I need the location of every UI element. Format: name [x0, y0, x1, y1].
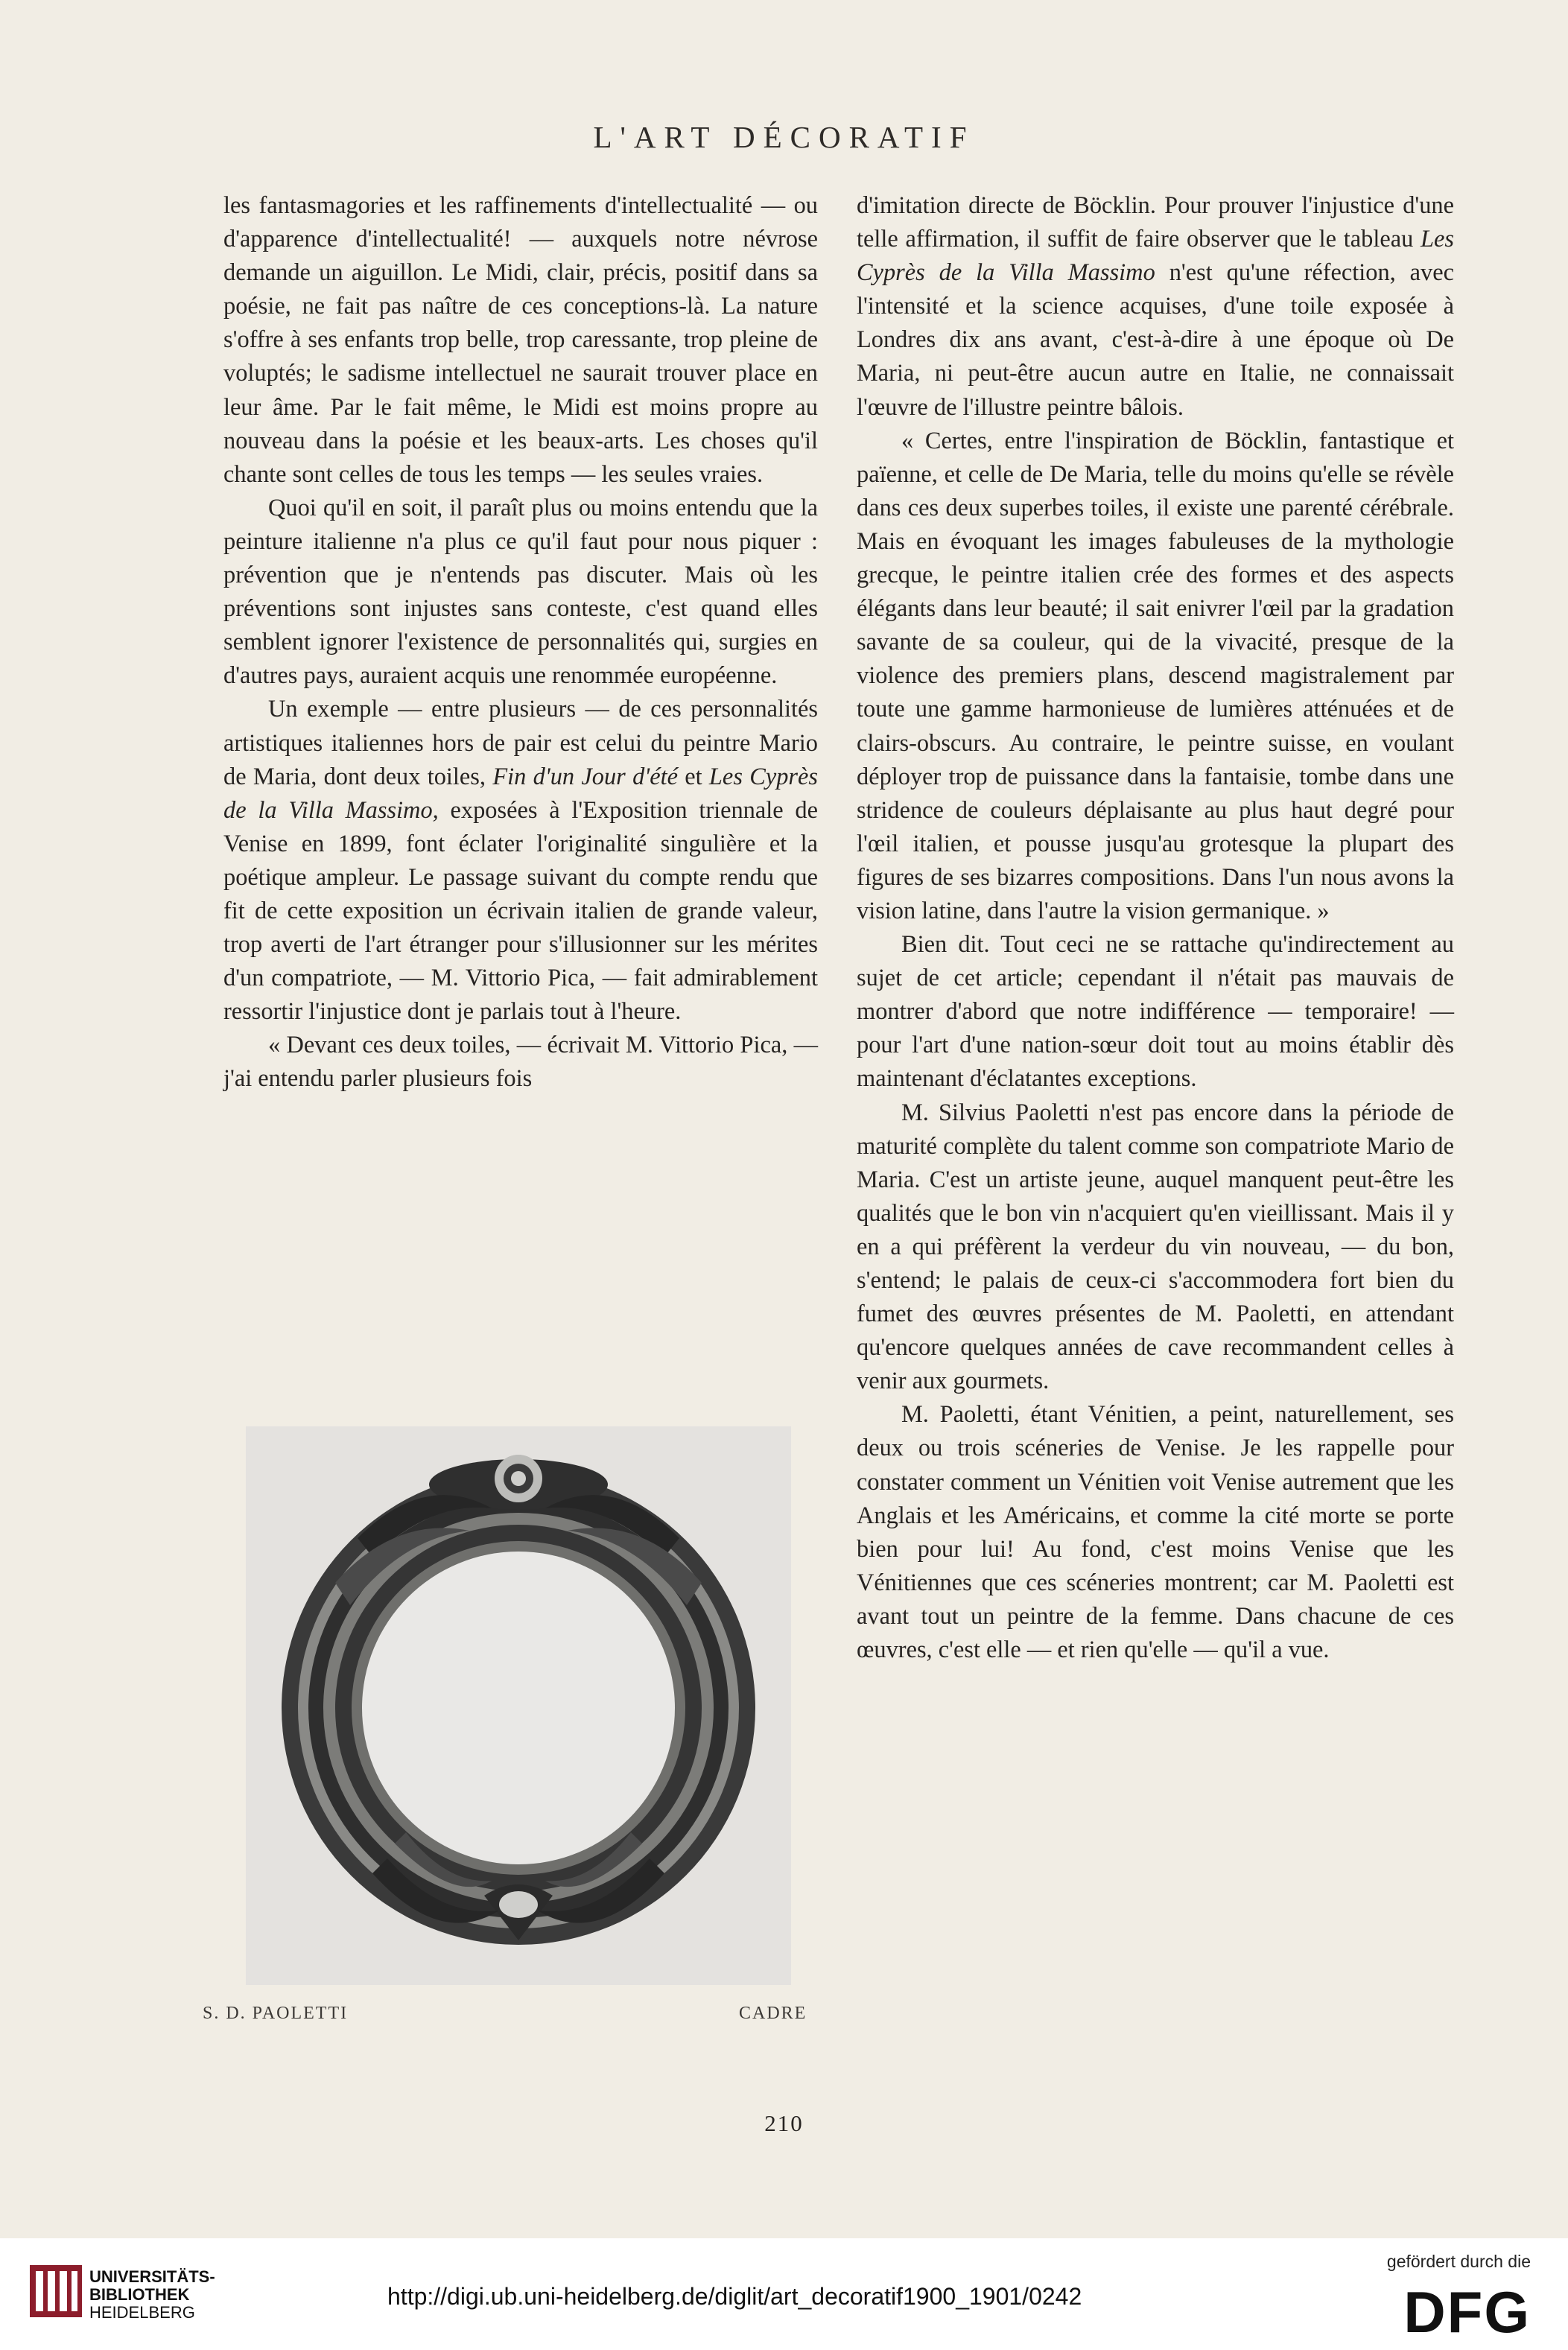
- library-name-line: BIBLIOTHEK: [89, 2285, 190, 2304]
- left-text-column: [223, 189, 818, 1096]
- page-number: 210: [764, 2110, 804, 2136]
- paragraph: « Devant ces deux toiles, — écrivait M. Vittorio Pica, — j'ai entendu parler plusieurs fois: [223, 1032, 818, 1093]
- paragraph: [857, 189, 1454, 425]
- figure-caption-title: CADRE: [739, 2004, 807, 2023]
- right-text-column: [857, 189, 1454, 1667]
- decorative-frame-image: [246, 1426, 791, 1985]
- paragraph: Quoi qu'il en soit, il paraît plus ou moins entendu que la peinture italienne n'a plus ce qu'il faut pour nous piquer : prévention que je n'entends pas discuter. Mais où les préventions sont injustes sans conteste, c'est quand elles semblent ignorer l'existence de personnalités qui, surgies en d'autres pays, auraient acquis une renommée européenne.: [223, 494, 818, 690]
- text-span: et: [677, 763, 709, 790]
- permalink-url[interactable]: http://digi.ub.uni-heidelberg.de/diglit/art_decoratif1900_1901/0242: [387, 2283, 1082, 2310]
- library-name-line: UNIVERSITÄTS-: [89, 2267, 215, 2286]
- artwork-title: Les Cyprès de la Villa Massimo,: [223, 763, 818, 824]
- text-span: n'est qu'une réfection, avec l'intensité et la science acquises, d'une toile exposée à Londres dix ans avant, c'est-à-dire à une époque où De Maria, ni peut-être aucun autre en Italie, ne connaissait l'œuvre de l'illustre peintre bâlois.: [857, 259, 1454, 421]
- frame-illustration: [246, 1426, 791, 1985]
- text-span: d'imitation directe de Böcklin. Pour prouver l'injustice d'une telle affirmation, il suffit de faire observer que le tableau: [857, 192, 1454, 253]
- digitization-footer: [0, 2238, 1568, 2350]
- text-span: exposées à l'Exposition triennale de Venise en 1899, font éclater l'originalité singulière et la poétique ampleur. Le passage suivant du compte rendu que fit de cette exposition un écrivain italien de grande valeur, trop averti de l'art étranger pour s'illusionner sur les mérites d'un compatriote, — M. Vittorio Pica, — fait admirablement ressortir l'injustice dont je parlais tout à l'heure.: [223, 796, 818, 1026]
- library-name: [89, 2268, 215, 2322]
- dfg-logo: DFG: [1403, 2279, 1531, 2345]
- figure-caption-artist: S. D. PAOLETTI: [203, 2004, 349, 2023]
- paragraph: « Certes, entre l'inspiration de Böcklin, fantastique et païenne, et celle de De Maria, telle du moins qu'elle se révèle dans ces deux superbes toiles, il existe une parenté cérébrale. Mais en évoquant les images fabuleuses de la mythologie grecque, le peintre italien crée des formes et des aspects élégants dans leur beauté; il sait enivrer l'œil par la gradation savante de sa couleur, qui de la vivacité, presque de la violence des premiers plans, descend magistralement par toute une gamme harmonieuse de lumières atténuées et de clairs-obscurs. Au contraire, le peintre suisse, en voulant déployer trop de puissance dans la fantaisie, tombe dans une stridence de couleurs déplaisante au plus haut degré pour l'œil italien, et pousse jusqu'au grotesque la plupart des figures de ses bizarres compositions. Dans l'un nous avons la vision latine, dans l'autre la vision germanique. »: [857, 427, 1454, 924]
- paragraph: Bien dit. Tout ceci ne se rattache qu'indirectement au sujet de cet article; cependant il n'était pas mauvais de montrer d'abord que notre indifférence — temporaire! — pour l'art d'une nation-sœur doit tout au moins établir dès maintenant d'éclatantes exceptions.: [857, 931, 1454, 1093]
- artwork-title: Fin d'un Jour d'été: [492, 763, 678, 790]
- artwork-title: Les Cyprès de la Villa Massimo: [857, 226, 1454, 287]
- paragraph: M. Silvius Paoletti n'est pas encore dans la période de maturité complète du talent comme son compatriote Mario de Maria. C'est un artiste jeune, auquel manquent peut-être les qualités que le bon vin n'acquiert qu'en vieillissant. Mais il y en a qui préfèrent la verdeur du vin nouveau, — du bon, s'entend; le palais de ceux-ci s'accommodera fort bien du fumet des œuvres présentes de M. Paoletti, en attendant qu'encore quelques années de cave recommandent celles à venir aux gourmets.: [857, 1099, 1454, 1395]
- library-name-line: HEIDELBERG: [89, 2303, 195, 2322]
- university-library-logo-icon: [30, 2265, 82, 2321]
- funding-note: gefördert durch die: [1386, 2252, 1531, 2271]
- running-title: L'ART DÉCORATIF: [593, 120, 975, 154]
- paragraph: M. Paoletti, étant Vénitien, a peint, naturellement, ses deux ou trois scéneries de Venise. Je les rappelle pour constater comment un Vénitien voit Venise autrement que les Anglais et les Américains, et comme la cité morte se porte bien pour lui! Au fond, c'est moins Venise que les Vénitiennes que ces scéneries montrent; car M. Paoletti est avant tout un peintre de la femme. Dans chacune de ces œuvres, c'est elle — et rien qu'elle — qu'il a vue.: [857, 1401, 1454, 1664]
- paragraph: les fantasmagories et les raffinements d'intellectualité — ou d'apparence d'intellectualité! — auxquels notre névrose demande un aiguillon. Le Midi, clair, précis, positif dans sa poésie, ne fait pas naître de ces conceptions-là. La nature s'offre à ses enfants trop belle, trop caressante, trop pleine de voluptés; le sadisme intellectuel ne saurait trouver place en leur âme. Par le fait même, le Midi est moins propre au nouveau dans la poésie et les beaux-arts. Les choses qu'il chante sont celles de tous les temps — les seules vraies.: [223, 192, 818, 488]
- text-span: Un exemple — entre plusieurs — de ces personnalités artistiques italiennes hors de pair est celui du peintre Mario de Maria, dont deux toiles,: [223, 696, 818, 790]
- paragraph: [223, 693, 818, 1029]
